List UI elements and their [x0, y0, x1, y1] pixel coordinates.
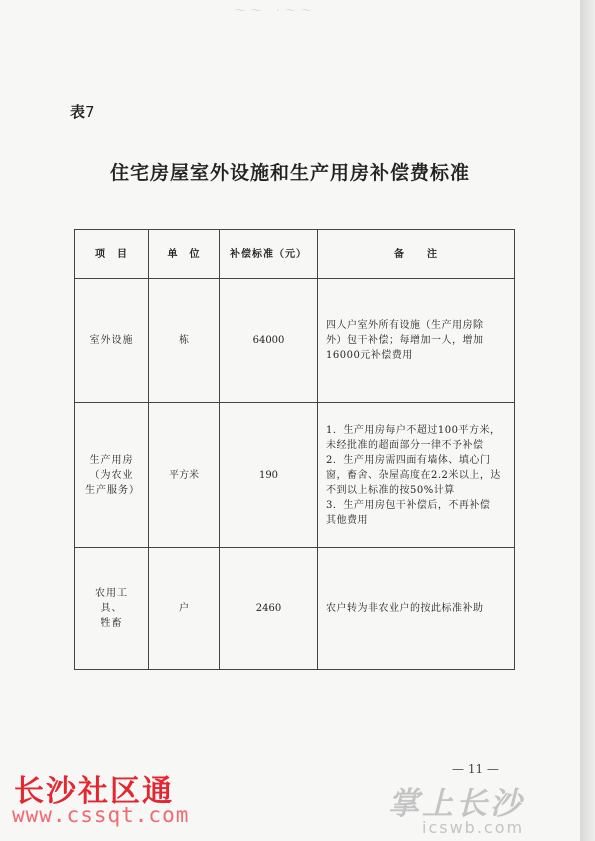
top-smudge: 〜〜 ·〜〜 [235, 6, 318, 17]
table-header-row [75, 230, 515, 279]
item-line: 生产用房 [89, 454, 134, 466]
note-line: 1．生产用房每户不超过100平方米， [326, 424, 501, 436]
row-item: 室外设施 [75, 279, 149, 403]
table-row [75, 403, 515, 548]
note-line: 四人户室外所有设施（生产用房除 [326, 320, 484, 331]
document-title: 住宅房屋室外设施和生产用房补偿费标准 [109, 162, 470, 184]
row-unit: 栋 [149, 279, 220, 403]
row-unit: 户 [149, 548, 220, 670]
row-item [75, 403, 149, 548]
row-note [318, 279, 515, 403]
page-number: — 11 — [452, 762, 499, 776]
table-row [75, 548, 515, 670]
table-label-prefix: 表 [70, 103, 86, 121]
row-note [318, 548, 515, 670]
note-line: 不到以上标准的按50%计算 [326, 484, 455, 496]
page-edge-shadow [580, 0, 595, 841]
row-amount: 64000 [220, 279, 318, 403]
row-item [75, 548, 149, 670]
row-amount: 2460 [220, 548, 318, 670]
item-line: 生产服务） [85, 484, 140, 496]
row-amount: 190 [220, 403, 318, 548]
header-amount: 补偿标准（元） [220, 230, 318, 279]
header-note: 备 注 [318, 230, 515, 279]
note-line: 16000元补偿费用 [326, 350, 413, 361]
watermark-right-logo: 掌上长沙 [388, 786, 524, 822]
row-unit: 平方米 [149, 403, 220, 548]
compensation-table [74, 229, 515, 670]
note-line: 未经批准的超面部分一律不予补偿 [326, 439, 484, 451]
watermark-left-logo: 长沙社区通 [14, 774, 174, 809]
note-line: 其他费用 [326, 514, 368, 526]
item-line: （为农业 [89, 469, 134, 481]
note-line: 3．生产用房包干补偿后，不再补偿 [326, 499, 491, 511]
header-item: 项 目 [75, 230, 149, 279]
header-unit: 单 位 [149, 230, 220, 279]
note-line: 农户转为非农业户的按此标准补助 [326, 603, 484, 614]
note-line: 窗，畜舍、杂屋高度在2.2米以上，达 [326, 469, 501, 481]
table-row [75, 279, 515, 403]
watermark-right-url: icswb.com [422, 818, 525, 837]
table-label-number: 7 [85, 103, 95, 121]
note-line: 2．生产用房需四面有墙体、填心门 [326, 454, 491, 466]
watermark-left-url: www.cssqt.com [12, 803, 190, 827]
item-line: 农用工具、 [95, 588, 128, 614]
table-label [70, 101, 95, 122]
item-line: 牲畜 [100, 618, 123, 629]
row-note [318, 403, 515, 548]
note-line: 外）包干补偿；每增加一人，增加 [326, 335, 484, 346]
